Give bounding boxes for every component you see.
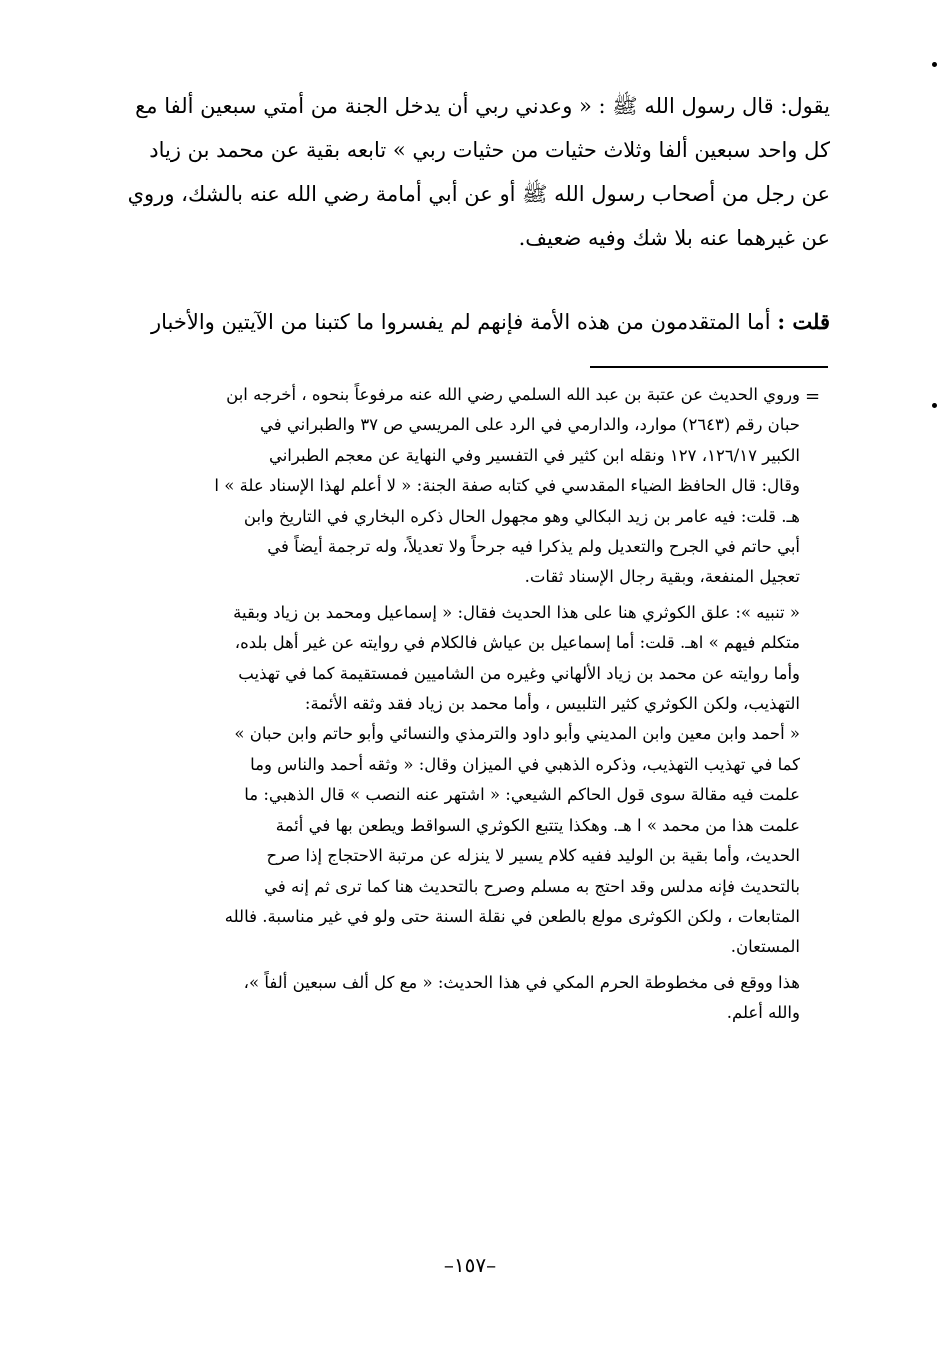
note-line: الحديث، وأما بقية بن الوليد ففيه كلام يسير لا ينزله عن مرتبة الاحتجاج إذا صرح	[266, 846, 800, 866]
note-line: « أحمد وابن معين وابن المديني وأبو داود والترمذي والنسائي وأبو حاتم وابن حبان »	[234, 724, 800, 744]
footnote-line: هـ. قلت: فيه عامر بن زيد البكالي وهو مجهول الحال ذكره البخاري في التاريخ وابن	[243, 506, 800, 526]
note-line: متكلم فيهم » اهـ. قلت: أما إسماعيل بن عياش فالكلام في روايته عن غير أهل بلده،	[234, 633, 800, 653]
footnote-line: حبان رقم (٢٦٤٣) موارد، والدارمي في الرد على المريسي ص ٣٧ والطبراني في	[260, 415, 800, 435]
note-line: علمت هذا من محمد » ا هـ. وهكذا يتتبع الكوثري السواقط ويطعن بها في أئمة	[275, 815, 800, 835]
footnote-line: تعجيل المنفعة، وبقية رجال الإسناد ثقات.	[524, 567, 800, 587]
footnote-line: وروي الحديث عن عتبة بن عبد الله السلمي رضي الله عنه مرفوعاً بنحوه ، أخرجه ابن	[226, 385, 800, 404]
main-text-block	[100, 84, 830, 260]
final-note-line: هذا ووقع فى مخطوطة الحرم المكي في هذا الحديث: « مع كل ألف سبعين ألفاً »،	[243, 972, 800, 992]
said-text: أما المتقدمون من هذه الأمة فإنهم لم يفسروا ما كتبنا من الآيتين والأخبار	[151, 310, 771, 334]
footnote-line: الكبير ١٢٦/١٧، ١٢٧ ونقله ابن كثير في التفسير وفي النهاية عن معجم الطبراني	[268, 445, 800, 465]
main-text-line: عن غيرهما عنه بلا شك وفيه ضعيف.	[518, 226, 830, 250]
note-line: « تنبيه »: علق الكوثري هنا على هذا الحديث فقال: « إسماعيل ومحمد بن زياد وبقية	[233, 602, 800, 622]
said-paragraph	[100, 300, 830, 344]
said-label: قلت :	[777, 309, 830, 334]
page-number: –١٥٧–	[443, 1253, 497, 1277]
note-line: التهذيب، ولكن الكوثري كثير التلبيس ، وأما محمد بن زياد فقد وثقه الأئمة:	[304, 694, 800, 714]
note-line: كما في تهذيب التهذيب، وذكره الذهبي في الميزان وقال: « وثقه أحمد والناس وما	[250, 754, 800, 774]
footnote-continuation-marker: =	[805, 386, 821, 407]
main-text-line: يقول: قال رسول الله ﷺ : « وعدني ربي أن يدخل الجنة من أمتي سبعين ألفا مع	[135, 94, 830, 118]
main-text-line: عن رجل من أصحاب رسول الله ﷺ أو عن أبي أمامة رضي الله عنه بالشك، وروي	[127, 182, 830, 206]
note-line: المستعان.	[730, 937, 800, 957]
footnotes-block	[100, 380, 800, 1029]
note-line: علمت فيه مقالة سوى قول الحاكم الشيعي: « اشتهر عنه النصب » قال الذهبي: ما	[244, 785, 800, 805]
footnote-line: أبي حاتم في الجرح والتعديل ولم يذكرا فيه جرحاً ولا تعديلاً، وله ترجمة أيضاً في	[267, 537, 800, 557]
footnote-separator	[590, 366, 828, 368]
note-line: المتابعات ، ولكن الكوثرى مولع بالطعن في نقلة السنة حتى ولو في غير مناسبة. فالله	[224, 906, 800, 926]
margin-dot	[932, 403, 937, 408]
note-line: وأما روايته عن محمد بن زياد الألهاني وغيره من الشاميين فمستقيمة كما في تهذيب	[238, 663, 800, 683]
final-note-line: والله أعلم.	[726, 1003, 800, 1023]
main-text-line: كل واحد سبعين ألفا وثلاث حثيات من حثيات ربي » تابعه بقية عن محمد بن زياد	[149, 138, 830, 162]
footnote-line: وقال: قال الحافظ الضياء المقدسي في كتابه صفة الجنة: « لا أعلم لهذا الإسناد علة » ا	[214, 476, 800, 496]
note-line: بالتحديث فإنه مدلس وقد احتج به مسلم وصرح بالتحديث هنا كما ترى ثم إنه في	[264, 876, 800, 896]
margin-dot	[932, 62, 937, 67]
